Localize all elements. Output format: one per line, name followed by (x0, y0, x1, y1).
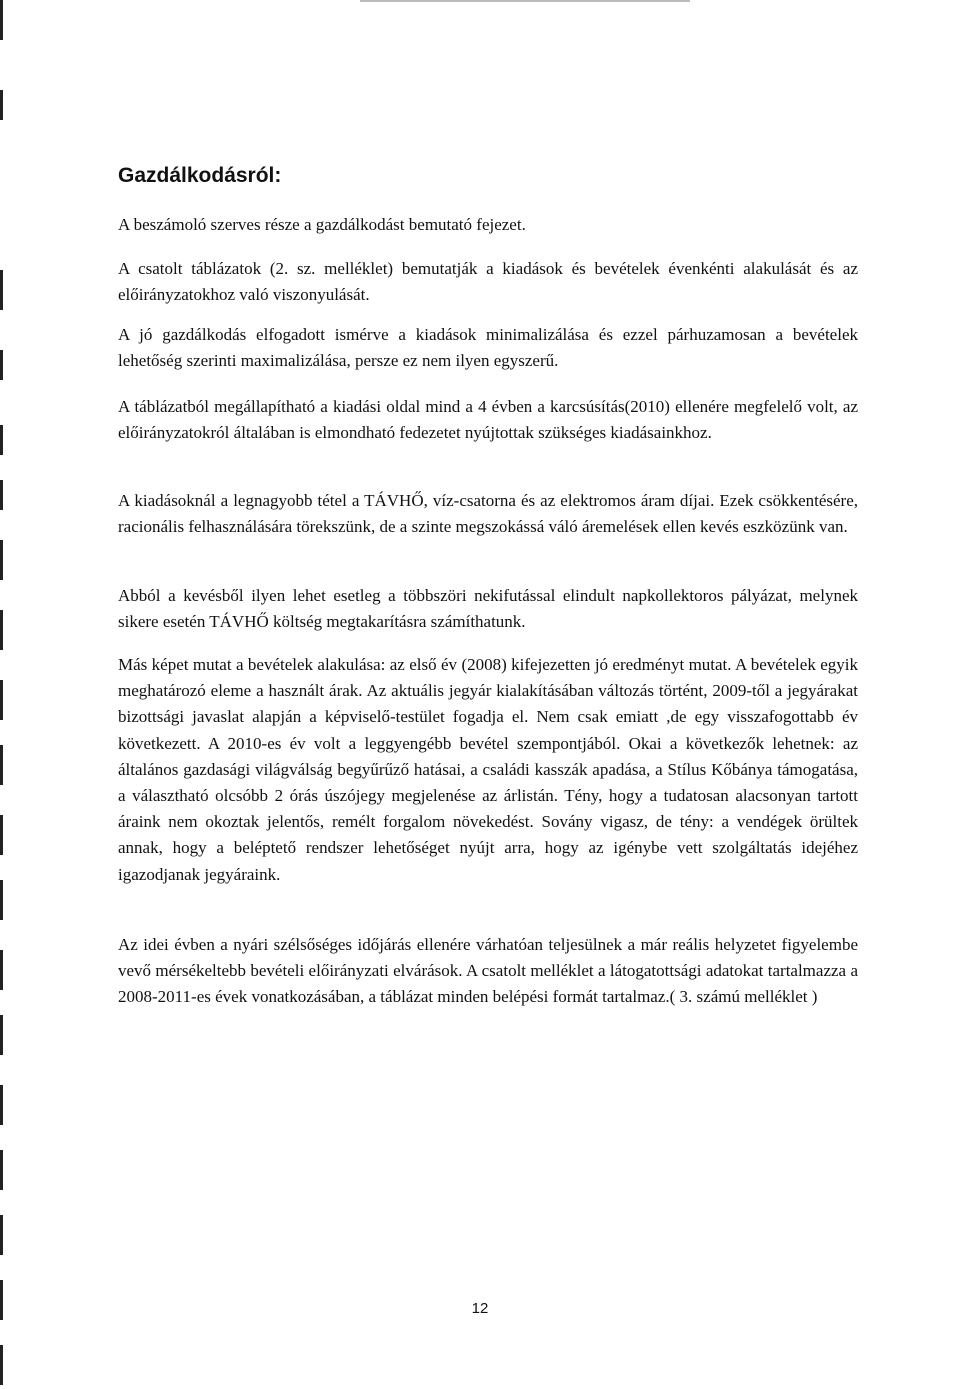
binding-mark (0, 540, 3, 580)
binding-mark (0, 880, 3, 920)
binding-mark (0, 680, 3, 720)
binding-mark (0, 1015, 3, 1055)
binding-mark (0, 480, 3, 510)
scan-top-edge (360, 0, 690, 2)
section-heading: Gazdálkodásról: (118, 164, 282, 187)
page-number: 12 (471, 1300, 489, 1317)
binding-mark (0, 0, 3, 40)
binding-mark (0, 1215, 3, 1255)
binding-mark (0, 350, 3, 380)
binding-mark (0, 1150, 3, 1190)
paragraph-expenses-table: A táblázatból megállapítható a kiadási oldal mind a 4 évben a karcsúsítás(2010) ellenére megfelelő volt, az előirányzatokról általában is elmondható fedezetet nyújtottak szükséges kiadásainkhoz. (118, 397, 858, 443)
binding-mark (0, 90, 3, 120)
binding-mark (0, 270, 3, 310)
paragraph-this-year: Az idei évben a nyári szélsőséges időjárás ellenére várhatóan teljesülnek a már reális helyzetet figyelembe vevő mérsékeltebb bevételi előirányzati elvárások. A csatolt melléklet a látogatottsági adatokat tartalmazza a 2008-2011-es évek vonatkozásában, a táblázat minden belépési formát tartalmaz.( 3. számú melléklet ) (118, 935, 858, 1007)
paragraph-revenues: Más képet mutat a bevételek alakulása: az első év (2008) kifejezetten jó eredményt mutat. A bevételek egyik meghatározó eleme a használt árak. Az aktuális jegyár kialakításában változás történt, 2009-től a jegyárakat bizottsági javaslat alapján a képviselő-testület fogadja el. Nem csak emiatt ,de egy visszafogottabb év következett. A 2010-es év volt a leggyengébb bevétel szempontjából. Okai a következők lehetnek: az általános gazdasági világválság begyűrűző hatásai, a családi kasszák apadása, a Stílus Kőbánya támogatása, a választható olcsóbb 2 órás úszójegy megjelenése az árlistán. Tény, hogy a tudatosan alacsonyan tartott áraink nem okoztak jelentős, remélt forgalom növekedést. Sovány vigasz, de tény: a vendégek örültek annak, hogy a beléptető rendszer lehetőséget nyújt arra, hogy az igénybe vett szolgáltatás idejéhez igazodjanak jegyáraink. (118, 655, 858, 884)
binding-mark (0, 425, 3, 455)
binding-mark (0, 1085, 3, 1125)
binding-mark (0, 815, 3, 855)
paragraph-largest-expenses: A kiadásoknál a legnagyobb tétel a TÁVHŐ, víz-csatorna és az elektromos áram díjai. Ezek csökkentésére, racionális felhasználására törekszünk, de a szinte megszokássá váló áremelések ellen kevés eszközünk van. (118, 491, 858, 537)
binding-mark (0, 610, 3, 650)
binding-mark (0, 950, 3, 990)
binding-mark (0, 1345, 3, 1385)
paragraph-solar-tender: Abból a kevésből ilyen lehet esetleg a többszöri nekifutással elindult napkollektoros pályázat, melynek sikere esetén TÁVHŐ költség megtakarításra számíthatunk. (118, 586, 858, 632)
binding-mark (0, 745, 3, 785)
paragraph-good-management: A jó gazdálkodás elfogadott ismérve a kiadások minimalizálása és ezzel párhuzamosan a bevételek lehetőség szerinti maximalizálása, persze ez nem ilyen egyszerű. (118, 325, 858, 371)
paragraph-attachment: A csatolt táblázatok (2. sz. melléklet) bemutatják a kiadások és bevételek évenkénti alakulását és az előirányzatokhoz való viszonyulását. (118, 259, 858, 305)
paragraph-intro: A beszámoló szerves része a gazdálkodást bemutató fejezet. (118, 215, 526, 234)
